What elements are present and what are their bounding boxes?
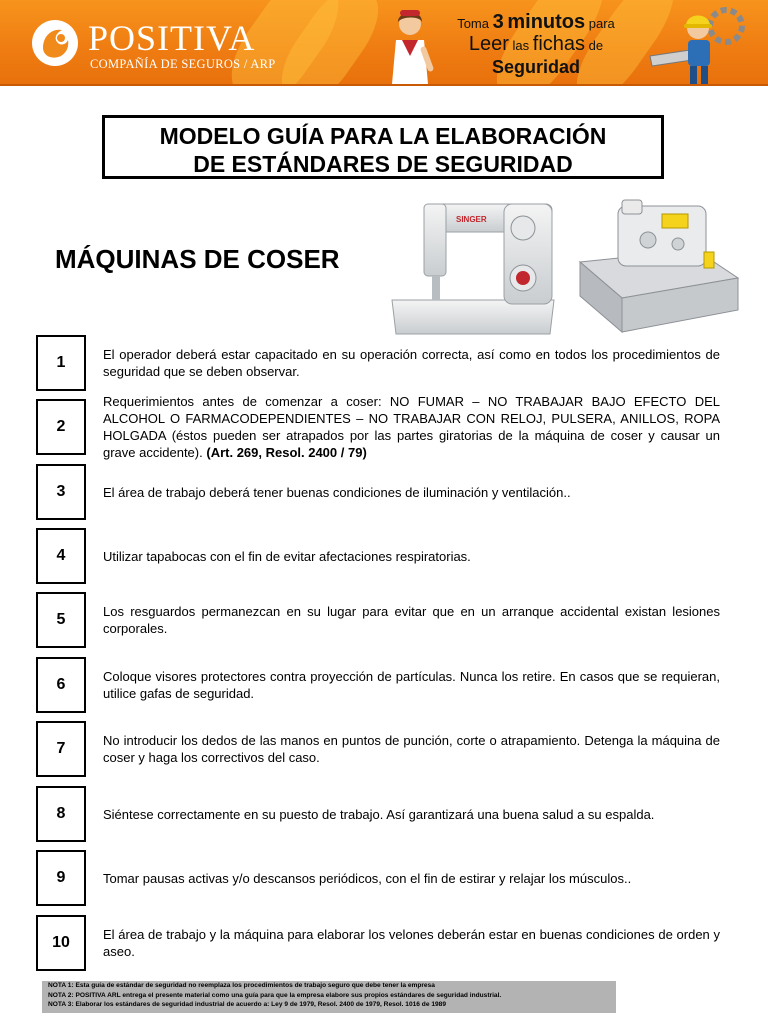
- item-text-content: El área de trabajo deberá tener buenas condiciones de iluminación y ventilación..: [103, 484, 571, 500]
- item-text: [103, 528, 720, 584]
- item-text: [103, 391, 720, 463]
- item-text: [103, 657, 720, 713]
- overlock-machine-image: [578, 192, 740, 334]
- slogan-para: para: [588, 16, 615, 31]
- item-number: 9: [36, 850, 86, 906]
- item-number: 10: [36, 915, 86, 971]
- document-title-box: [102, 115, 664, 179]
- item-reference: (Art. 269, Resol. 2400 / 79): [206, 445, 367, 460]
- woman-figure-icon: [380, 6, 444, 86]
- slogan-las: las: [512, 38, 530, 53]
- banner-stripe: [0, 84, 768, 86]
- item-number: 8: [36, 786, 86, 842]
- item-text-content: Coloque visores protectores contra proyección de partículas. Nunca los retire. En casos que se requieran, utilice gafas de seguridad.: [103, 669, 720, 701]
- note-1: NOTA 1: Esta guía de estándar de seguridad no reemplaza los procedimientos de trabajo seguro que debe tener la empresa: [48, 982, 435, 989]
- item-text-content: El operador deberá estar capacitado en su operación correcta, así como en todos los procedimientos de seguridad que se deben observar.: [103, 347, 720, 379]
- item-number: 7: [36, 721, 86, 777]
- section-title: MÁQUINAS DE COSER: [55, 244, 340, 274]
- machine-brand-label: SINGER: [456, 215, 487, 224]
- slogan-three: 3: [492, 11, 504, 33]
- item-text-content: Los resguardos permanezcan en su lugar para evitar que en un arranque accidental existan lesiones corporales.: [103, 604, 720, 636]
- sewing-machine-image: [386, 192, 558, 340]
- footer-notes: [42, 981, 616, 1013]
- slogan-fichas: fichas: [532, 33, 586, 55]
- slogan-leer: Leer: [468, 33, 509, 55]
- item-text-content: Tomar pausas activas y/o descansos periódicos, con el fin de estirar y relajar los músculos..: [103, 870, 632, 886]
- item-text-content: Siéntese correctamente en su puesto de trabajo. Así garantizará una buena salud a su espalda.: [103, 806, 655, 822]
- brand-name: POSITIVA: [88, 18, 256, 58]
- note-2: NOTA 2: POSITIVA ARL entrega el presente material como una guía para que la empresa elabore sus propios estándares de seguridad industrial.: [48, 991, 502, 999]
- item-text: [103, 464, 720, 520]
- worker-figure-icon: [646, 4, 746, 86]
- item-text-content: Utilizar tapabocas con el fin de evitar afectaciones respiratorias.: [103, 548, 471, 564]
- item-number: 2: [36, 399, 86, 455]
- banner-slogan: [446, 12, 626, 78]
- item-text: [103, 786, 720, 842]
- title-line-2: DE ESTÁNDARES DE SEGURIDAD: [193, 151, 573, 177]
- note-3: NOTA 3: Elaborar los estándares de seguridad industrial de acuerdo a: Ley 9 de 1979, Resol. 2400 de 1979, Resol. 1016 de 1989: [48, 1001, 446, 1008]
- item-text: [103, 592, 720, 648]
- item-number: 4: [36, 528, 86, 584]
- header-banner: [0, 0, 768, 86]
- slogan-seguridad: Seguridad: [491, 57, 580, 77]
- item-text: [103, 915, 720, 971]
- item-number: 3: [36, 464, 86, 520]
- item-text-content: Requerimientos antes de comenzar a coser: NO FUMAR – NO TRABAJAR BAJO EFECTO DEL ALCOHOL O FARMACODEPENDIENTES – NO TRABAJAR CON RELOJ, PULSERA, ANILLOS, ROPA HOLGADA (éstos pueden ser atrapados por las partes giratorias de la máquina de coser y causar un grave accidente).: [103, 394, 720, 460]
- item-number: 5: [36, 592, 86, 648]
- brand-subtitle: COMPAÑÍA DE SEGUROS / ARP: [90, 57, 276, 71]
- slogan-de: de: [588, 38, 604, 53]
- item-text-content: El área de trabajo y la máquina para elaborar los velones deberán estar en buenas condiciones de orden y aseo.: [103, 927, 720, 959]
- item-text: [103, 850, 720, 906]
- item-text: [103, 335, 720, 391]
- title-line-1: MODELO GUÍA PARA LA ELABORACIÓN: [159, 123, 607, 149]
- slogan-toma: Toma: [457, 16, 489, 31]
- item-text: [103, 721, 720, 777]
- item-number: 6: [36, 657, 86, 713]
- positiva-logo-icon: [30, 18, 80, 68]
- item-text-content: No introducir los dedos de las manos en puntos de punción, corte o atrapamiento. Detenga la máquina de coser y haga los correctivos del caso.: [103, 733, 720, 765]
- slogan-minutos: minutos: [507, 11, 586, 33]
- item-number: 1: [36, 335, 86, 391]
